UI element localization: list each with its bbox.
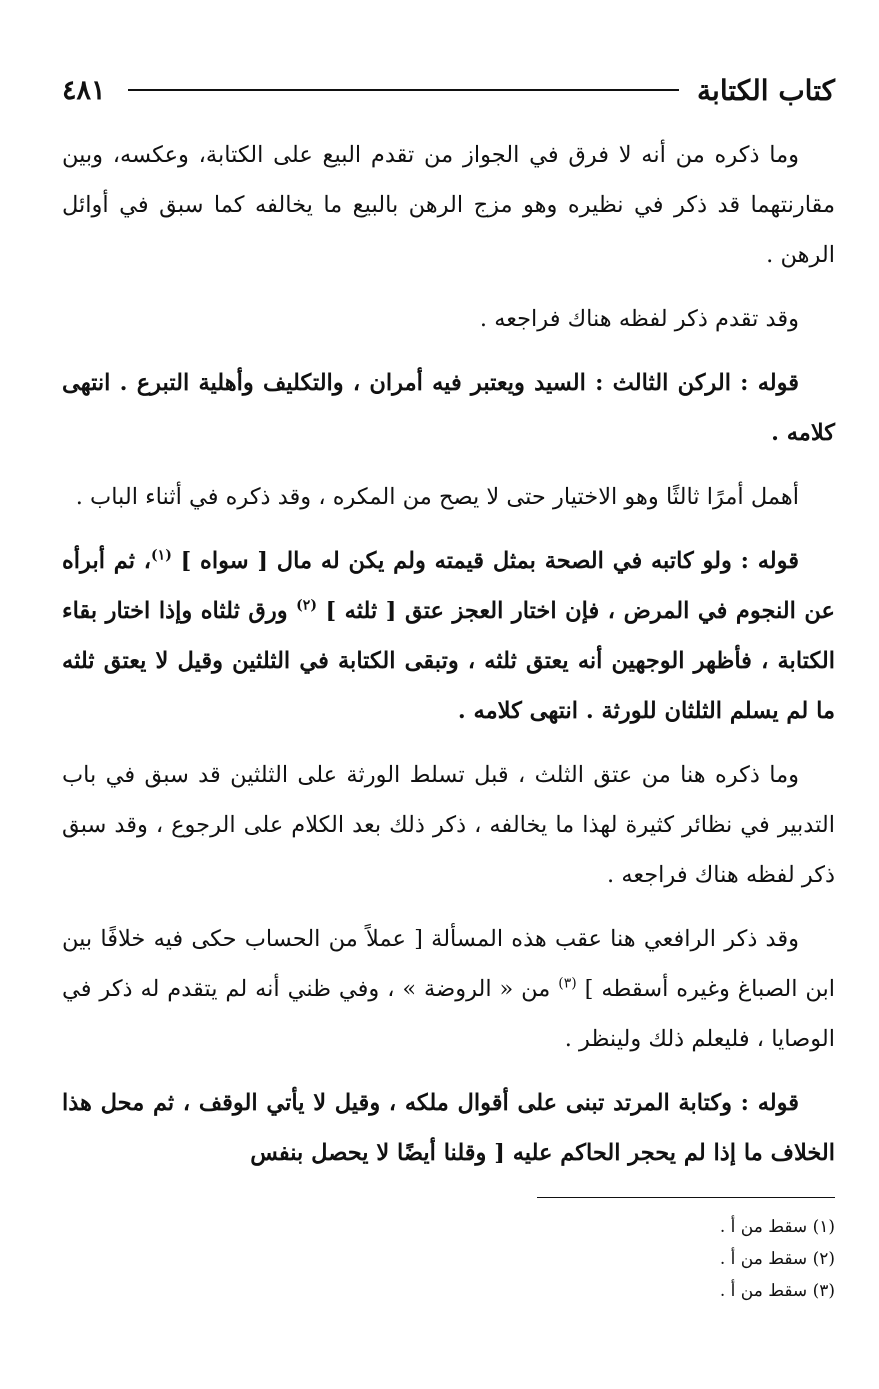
- footnote-1: (١) سقط من أ .: [719, 1217, 835, 1237]
- paragraph-5-part-2: من « الروضة » ، وفي ظني أنه لم يتقدم له ذكر في الوصايا ، فليعلم ذلك ولينظر .: [62, 976, 835, 1052]
- quote-paragraph-1: قوله : الركن الثالث : السيد ويعتبر فيه أمران ، والتكليف وأهلية التبرع . انتهى كلامه .: [62, 370, 835, 446]
- paragraph-2: وقد تقدم ذكر لفظه هناك فراجعه .: [479, 306, 799, 332]
- footnote-2: (٢) سقط من أ .: [719, 1249, 835, 1269]
- footnote-ref-2: (٢): [296, 597, 317, 614]
- paragraph-5-part-1: وقد ذكر الرافعي هنا عقب هذه المسألة [ عملاً من الحساب حكى فيه خلافًا بين ابن الصباغ وغيره أسقطه ]: [62, 926, 835, 1002]
- running-header: [62, 68, 835, 112]
- page-number: ٤٨١: [62, 74, 106, 106]
- quote-text-part-1: قوله : ولو كاتبه في الصحة بمثل قيمته ولم يكن له مال [ سواه ]: [180, 548, 799, 574]
- footnote-separator: [537, 1197, 835, 1198]
- footnotes: [435, 1213, 835, 1309]
- header-rule: [128, 89, 680, 91]
- quote-text-part-3: ورق ثلثاه وإذا اختار بقاء الكتابة ، فأظهر الوجهين أنه يعتق ثلثه ، وتبقى الكتابة في الثلثين وقيل لا يعتق ثلثه ما لم يسلم الثلثان للورثة . انتهى كلامه .: [62, 598, 835, 724]
- paragraph-5: [62, 914, 835, 1064]
- quote-paragraph-2: [62, 536, 835, 736]
- paragraph-3: أهمل أمرًا ثالثًا وهو الاختيار حتى لا يصح من المكره ، وقد ذكره في أثناء الباب .: [75, 484, 799, 510]
- footnote-3: (٣) سقط من أ .: [719, 1281, 835, 1301]
- footnote-ref-1: (١): [151, 547, 172, 564]
- main-text: [62, 130, 835, 1192]
- paragraph-4: وما ذكره هنا من عتق الثلث ، قبل تسلط الورثة على الثلثين قد سبق في باب التدبير في نظائر كثيرة لهذا ما يخالفه ، ذكر ذلك بعد الكلام على الرجوع ، وقد سبق ذكر لفظه هناك فراجعه .: [62, 762, 835, 888]
- quote-paragraph-3: قوله : وكتابة المرتد تبنى على أقوال ملكه ، وقيل لا يأتي الوقف ، ثم محل هذا الخلاف ما إذا لم يحجر الحاكم عليه [ وقلنا أيضًا لا يحصل بنفس: [62, 1090, 835, 1166]
- chapter-title: كتاب الكتابة: [697, 73, 835, 107]
- footnote-ref-3: (٣): [558, 975, 577, 992]
- paragraph-1: وما ذكره من أنه لا فرق في الجواز من تقدم البيع على الكتابة، وعكسه، وبين مقارنتهما قد ذكر في نظيره وهو مزج الرهن بالبيع ما يخالفه كما سبق في أوائل الرهن .: [62, 142, 835, 268]
- quote-text-part-2: ، ثم أبرأه عن النجوم في المرض ، فإن اختار العجز عتق [ ثلثه ]: [62, 548, 835, 624]
